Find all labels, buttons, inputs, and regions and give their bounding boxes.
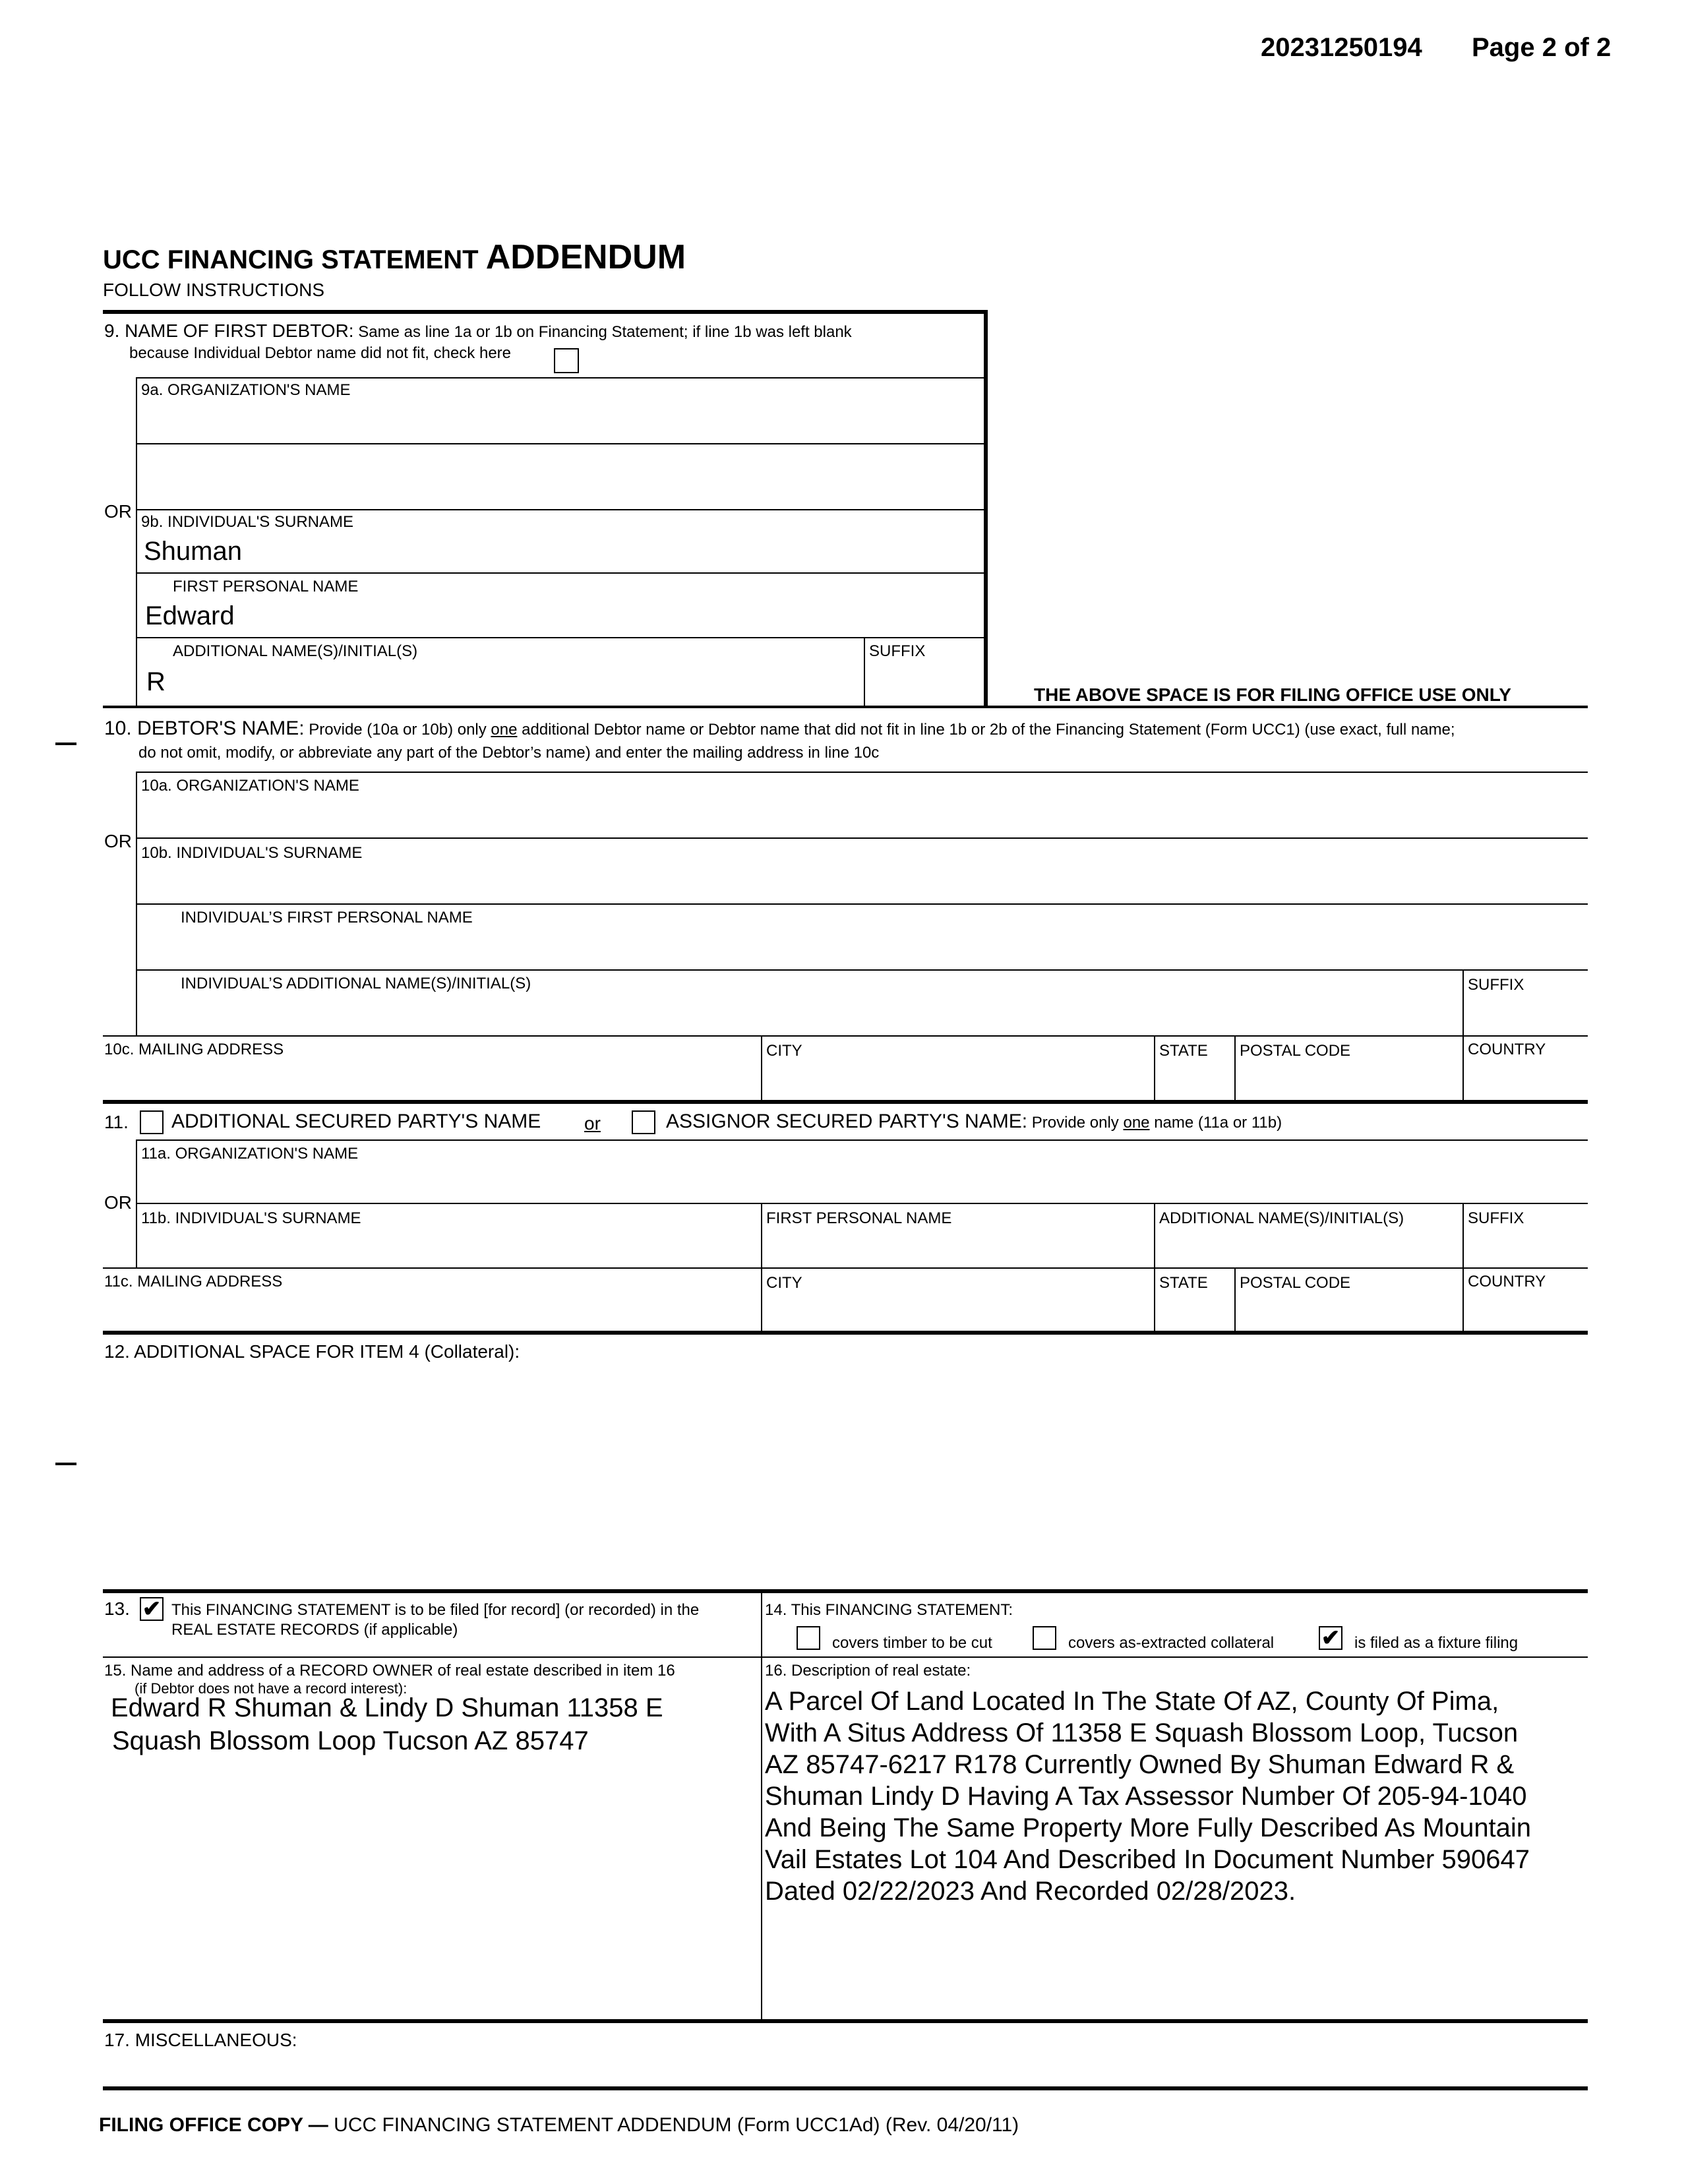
s11c-country-label: COUNTRY [1468,1273,1546,1290]
s13-real-estate-checkbox[interactable]: ✔ [140,1597,164,1621]
s11b-additional-label: ADDITIONAL NAME(S)/INITIAL(S) [1159,1209,1404,1227]
s9b-label: 9b. INDIVIDUAL'S SURNAME [141,513,353,531]
s10c-state-label: STATE [1159,1042,1208,1060]
s14-timber-label: covers timber to be cut [832,1634,992,1652]
footer-rule [103,2086,1588,2090]
s16-line: Dated 02/22/2023 And Recorded 02/28/2023. [765,1877,1296,1906]
s9-not-fit-checkbox[interactable] [554,348,579,373]
s14-timber-checkbox[interactable] [797,1626,820,1650]
s9-suffix-divider [864,637,865,706]
s9-heading-text: 9. NAME OF FIRST DEBTOR: [104,320,354,341]
s16-line: Shuman Lindy D Having A Tax Assessor Number Of 205-94-1040 [765,1782,1527,1811]
s10c-city-label: CITY [766,1042,802,1060]
s11-instruction-a: Provide only [1031,1114,1124,1132]
s9b-surname-value: Shuman [144,537,242,566]
s10-additional-label: INDIVIDUAL’S ADDITIONAL NAME(S)/INITIAL(S) [181,975,531,992]
s11-or-word: or [584,1113,601,1134]
s14-extracted-label: covers as-extracted collateral [1068,1634,1275,1652]
s10a-label: 10a. ORGANIZATION'S NAME [141,777,359,795]
s13-number: 13. [104,1598,130,1619]
s9-additional-value: R [146,667,166,696]
s9-or: OR [104,501,132,522]
s9a-label: 9a. ORGANIZATION'S NAME [141,381,351,399]
s17-top-rule [103,2019,1588,2023]
s11c-postal-label: POSTAL CODE [1240,1274,1351,1292]
s9-first-value: Edward [145,601,235,630]
s9-heading [104,322,852,340]
s12-label: 12. ADDITIONAL SPACE FOR ITEM 4 (Collateral): [104,1341,520,1362]
s9-divider-top [136,377,985,379]
form-title-suffix: ADDENDUM [485,238,686,276]
s14-label: 14. This FINANCING STATEMENT: [765,1601,1013,1619]
s11c-state-label: STATE [1159,1274,1208,1292]
s10a-top [136,772,1588,773]
s9-first-divider [136,572,985,574]
s10c-postal-divider [1234,1035,1236,1101]
s11b-label: 11b. INDIVIDUAL'S SURNAME [141,1209,361,1227]
s10-instruction-a: Provide (10a or 10b) only [309,721,491,739]
s10-suffix-divider [1462,969,1464,1035]
margin-mark-2 [55,1463,76,1465]
s15-value-line-1: Edward R Shuman & Lindy D Shuman 11358 E [111,1693,663,1722]
s10c-state-divider [1154,1035,1155,1101]
s10c-mail-label: 10c. MAILING ADDRESS [104,1041,284,1058]
s10-heading [104,719,1455,739]
s13-text-1: This FINANCING STATEMENT is to be filed [for record] (or recorded) in the [171,1601,700,1619]
s11c-mail-label: 11c. MAILING ADDRESS [104,1273,283,1290]
page-indicator: Page 2 of 2 [1472,33,1612,62]
s10-instruction-b: additional Debtor name or Debtor name that did not fit in line 1b or 2b of the Financing Statement (Form UCC1) (use exact, full name; [517,721,1455,739]
s10c-city-divider [761,1035,762,1101]
s16-line: With A Situs Address Of 11358 E Squash Blossom Loop, Tucson [765,1718,1519,1747]
form-title-prefix: UCC FINANCING STATEMENT [103,245,486,274]
s9-additional-label: ADDITIONAL NAME(S)/INITIAL(S) [173,642,418,660]
s11a-top [136,1139,1588,1141]
file-number: 20231250194 [1261,33,1422,62]
footer-bold: FILING OFFICE COPY — [99,2114,328,2136]
s11-additional-checkbox[interactable] [140,1110,164,1134]
s11-number: 11. [104,1112,129,1132]
s10-suffix-label: SUFFIX [1468,976,1524,994]
s10-instruction-one: one [491,721,518,739]
s9-suffix-label: SUFFIX [869,642,926,660]
s16-description [765,1685,1582,1907]
s15-top-rule [103,1656,1588,1658]
s10-instruction-2: do not omit, modify, or abbreviate any part of the Debtor’s name) and enter the mailing address in line 10c [138,744,880,762]
s10-top-rule [103,706,1588,708]
s11-instruction-one: one [1123,1114,1150,1132]
s11a-bottom [136,1203,1588,1204]
s10b-label: 10b. INDIVIDUAL'S SURNAME [141,844,363,862]
s11-assignor-checkbox[interactable] [632,1110,655,1134]
footer-rest: UCC FINANCING STATEMENT ADDENDUM (Form UCC1Ad) (Rev. 04/20/11) [328,2114,1019,2136]
s9-instruction-2: because Individual Debtor name did not fit, check here [129,344,512,362]
s14-extracted-checkbox[interactable] [1033,1626,1056,1650]
s10-first-label: INDIVIDUAL’S FIRST PERSONAL NAME [181,909,473,926]
s9b-divider [136,509,985,510]
s15-sub-label: (if Debtor does not have a record interest): [135,1680,407,1697]
s10-or: OR [104,831,132,851]
follow-instructions: FOLLOW INSTRUCTIONS [103,280,325,300]
s10c-postal-label: POSTAL CODE [1240,1042,1351,1060]
s12-top-rule [103,1331,1588,1335]
s11-additional-label: ADDITIONAL SECURED PARTY'S NAME [171,1110,541,1132]
s14-fixture-label: is filed as a fixture filing [1354,1634,1519,1652]
s11c-postal-divider [1234,1267,1236,1332]
s9a-divider [136,443,985,444]
s14-fixture-checkbox[interactable]: ✔ [1319,1626,1342,1650]
form-title [103,237,686,277]
s15-label: 15. Name and address of a RECORD OWNER of real estate described in item 16 [104,1662,675,1680]
s13-top-rule [103,1589,1588,1593]
s11-assignor-heading [666,1112,1282,1132]
s11a-label: 11a. ORGANIZATION'S NAME [141,1145,359,1163]
s11c-top [103,1267,1588,1269]
s10c-country-label: COUNTRY [1468,1041,1546,1058]
s11-left-border [136,1139,137,1269]
s11-or: OR [104,1192,132,1213]
footer-text [99,2114,1019,2137]
s11b-first-label: FIRST PERSONAL NAME [766,1209,952,1227]
s16-label: 16. Description of real estate: [765,1662,971,1680]
s10a-bottom [136,837,1588,839]
margin-mark-1 [55,743,76,745]
s10-first-bottom [136,969,1588,971]
s10c-country-divider [1462,1035,1464,1101]
s15-value-line-2: Squash Blossom Loop Tucson AZ 85747 [112,1726,589,1755]
s17-label: 17. MISCELLANEOUS: [104,2030,297,2050]
s10c-top [103,1035,1588,1037]
s11b-additional-divider [1154,1203,1155,1269]
s16-line: And Being The Same Property More Fully Described As Mountain [765,1813,1532,1842]
s11-instruction-b: name (11a or 11b) [1149,1114,1282,1132]
s10b-bottom [136,903,1588,905]
s16-line: AZ 85747-6217 R178 Currently Owned By Shuman Edward R & [765,1750,1515,1779]
filing-office-note: THE ABOVE SPACE IS FOR FILING OFFICE USE ONLY [1034,684,1511,705]
s9-instruction-1: Same as line 1a or 1b on Financing Statement; if line 1b was left blank [358,323,852,341]
s16-line: Vail Estates Lot 104 And Described In Document Number 590647 [765,1845,1530,1874]
s10-heading-text: 10. DEBTOR'S NAME: [104,717,305,739]
s9-left-border [136,377,137,706]
s11c-city-label: CITY [766,1274,802,1292]
s9-first-label: FIRST PERSONAL NAME [173,578,359,595]
s11c-state-divider [1154,1267,1155,1332]
s16-line: A Parcel Of Land Located In The State Of AZ, County Of Pima, [765,1687,1499,1716]
s11b-suffix-label: SUFFIX [1468,1209,1524,1227]
s11-top-rule [103,1100,1588,1104]
s11-assignor-label: ASSIGNOR SECURED PARTY'S NAME: [666,1110,1028,1132]
s13-text-2: REAL ESTATE RECORDS (if applicable) [171,1621,458,1639]
s9-additional-divider [136,637,985,638]
